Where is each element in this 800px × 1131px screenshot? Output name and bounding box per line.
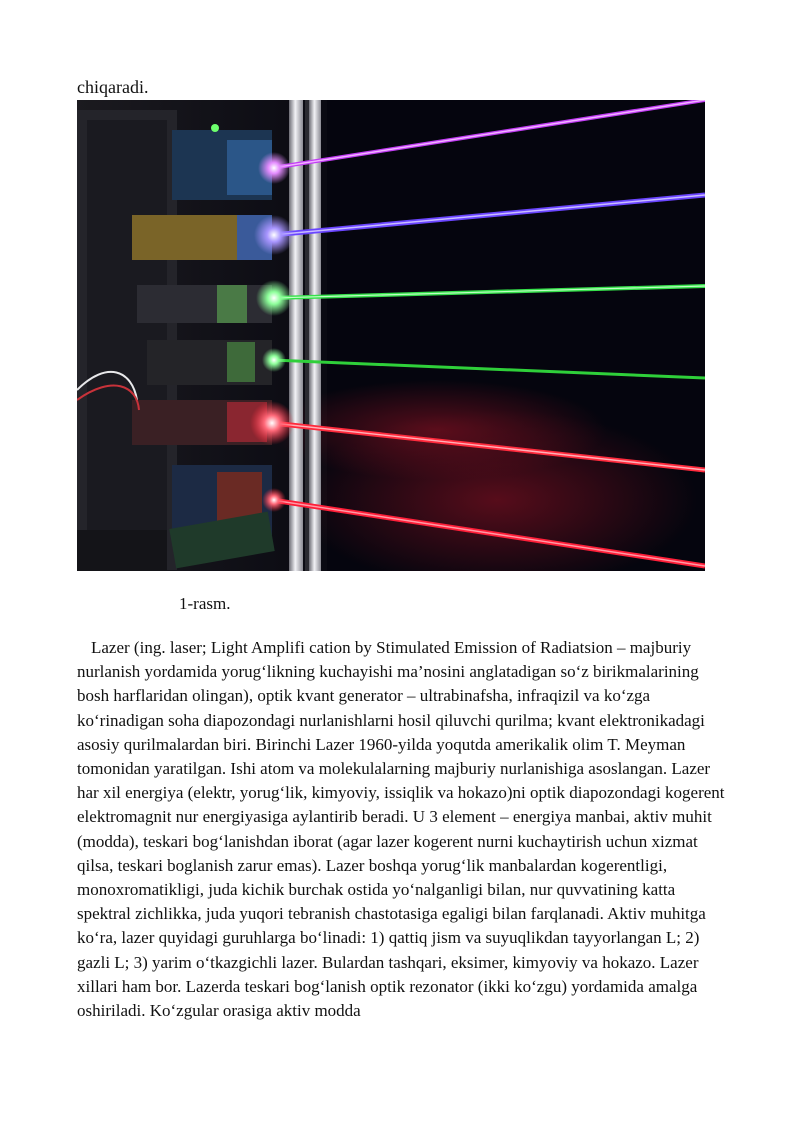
body-paragraph: Lazer (ing. laser; Light Amplifi cation by Stimulated Emission of Radiatsion – majburiy nurlanish yordamida yorug‘likning kuchayishi ma’nosini anglatadigan so‘z birikmalarining bosh harflaridan olingan), optik kvant generator – ultrabinafsha, infraqizil va ko‘zga ko‘rinadigan soha diapozondagi nurlanishlarni hosil qiluvchi qurilma; kvant elektronikadagi asosiy qurilmalardan biri. Birinchi Lazer 1960-yilda yoqutda amerikalik olim T. Meyman tomonidan yaratilgan. Ishi atom va molekulalarning majburiy nurlanishiga asoslangan. Lazer har xil energiya (elektr, yorug‘lik, kimyoviy, issiqlik va hokazo)ni optik diapozondagi kogerent elektromagnit nur energiyasiga aylantirib beradi. U 3 element – energiya manbai, aktiv muhit (modda), teskari bog‘lanishdan iborat (agar lazer kogerent nurni kuchaytirish uchun xizmat qilsa, teskari boglanish zarur emas). Lazer boshqa yorug‘lik manbalardan kogerentligi, monoxromatikligi, juda kichik burchak ostida yo‘nalganligi bilan, nur quvvatining katta spektral zichlikka, juda yuqori tebranish chastotasiga egaligi bilan farqlanadi. Aktiv muhitga ko‘ra, lazer quyidagi guruhlarga bo‘linadi: 1) qattiq jism va suyuqlikdan tayyorlangan L; 2) gazli L; 3) yarim o‘tkazgichli lazer. Bulardan tashqari, eksimer, kimyoviy va hokazo. Lazer xillari ham bor. Lazerda teskari bog‘lanish optik rezonator (ikki ko‘zgu) yordamida amalga oshiriladi. Ko‘zgular orasiga aktiv modda bbox=[77, 638, 725, 1021]
laser-beams-photo bbox=[77, 100, 705, 571]
lead-text: chiqaradi. bbox=[77, 77, 149, 97]
laser-photo-illustration bbox=[77, 100, 705, 571]
figure-caption: 1-rasm. bbox=[179, 594, 231, 613]
